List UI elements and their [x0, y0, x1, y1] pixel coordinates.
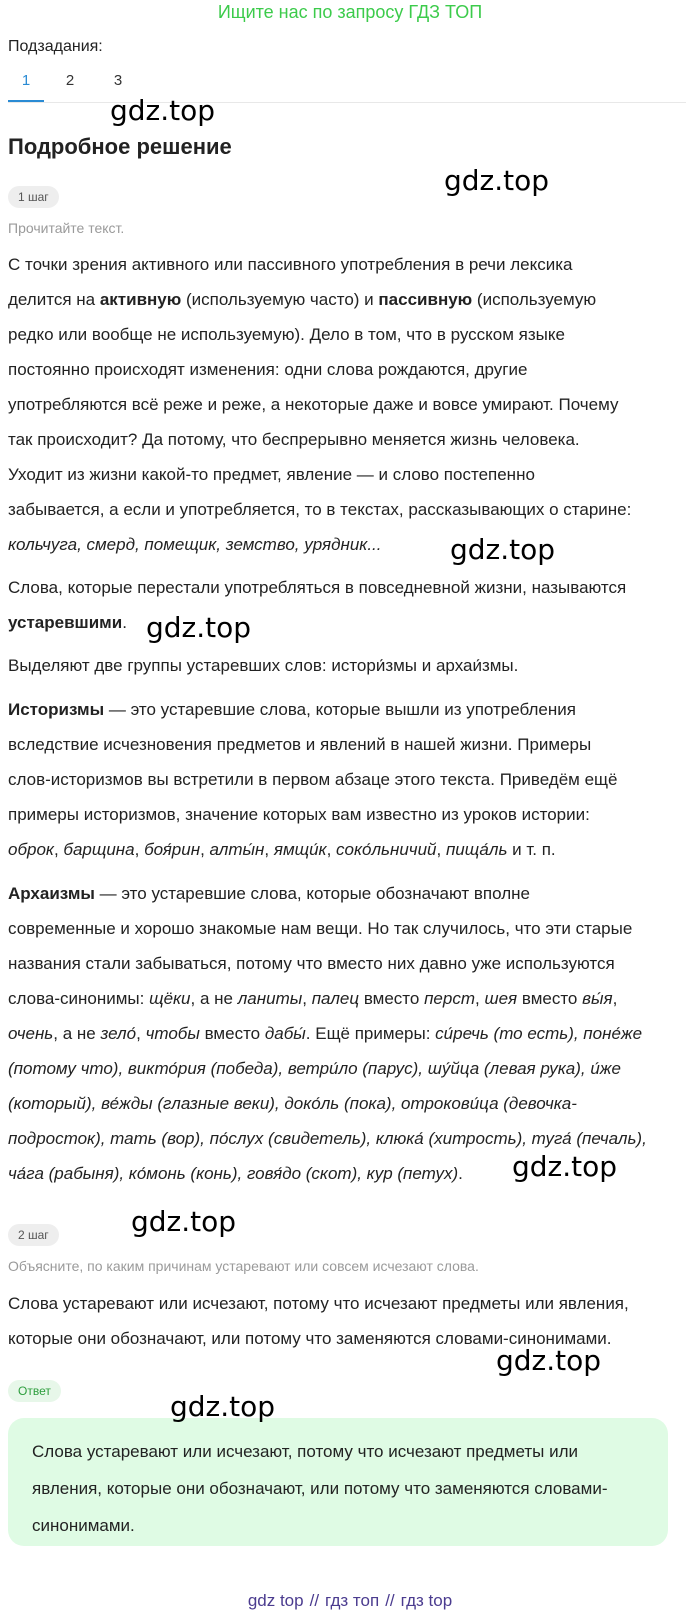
- step-1-badge: 1 шаг: [8, 186, 59, 208]
- answer-line: Слова устаревают или исчезают, потому что исчезают предметы или: [32, 1442, 578, 1461]
- text-segment: Уходит из жизни какой-то предмет, явление — и слово постепенно: [8, 465, 535, 484]
- italic-example: шея: [484, 989, 518, 1008]
- text-line: [8, 648, 683, 683]
- text-line: [8, 946, 683, 981]
- text-line: [8, 422, 683, 457]
- tab-subtask-2[interactable]: 2: [65, 72, 75, 89]
- answer-line: синонимами.: [32, 1516, 135, 1535]
- step-2-hint: Объясните, по каким причинам устаревают или совсем исчезают слова.: [8, 1258, 479, 1274]
- answer-badge: Ответ: [8, 1380, 61, 1402]
- footer-link-gdz-top-mixed[interactable]: гдз top: [400, 1591, 453, 1610]
- italic-example: (потому что), викто́рия (победа), ветри́ло (парус), шу́йца (левая рука), и́же: [8, 1059, 621, 1078]
- watermark: gdz.top: [146, 611, 252, 644]
- text-segment: примеры историзмов, значение которых вам известно из уроков истории:: [8, 805, 590, 824]
- footer-separator: //: [309, 1591, 320, 1610]
- italic-example: палец: [311, 989, 360, 1008]
- text-line: [8, 911, 683, 946]
- bold-term: Архаизмы: [8, 884, 95, 903]
- paragraph-obsolete-definition: [8, 570, 683, 640]
- text-line: [8, 605, 683, 640]
- text-segment: , а не: [53, 1024, 101, 1043]
- text-line: [8, 876, 683, 911]
- text-segment: (используемую часто) и: [181, 290, 379, 309]
- text-segment: .: [122, 613, 127, 632]
- italic-example: вы́я: [582, 989, 613, 1008]
- text-line: [8, 832, 683, 867]
- footer-links: [0, 1588, 700, 1614]
- answer-line: явления, которые они обозначают, или потому что заменяются словами-: [32, 1479, 608, 1498]
- italic-example: дабы́: [264, 1024, 306, 1043]
- text-line: [8, 492, 683, 527]
- text-segment: С точки зрения активного или пассивного употребления в речи лексика: [8, 255, 573, 274]
- italic-example: очень: [8, 1024, 54, 1043]
- text-segment: употребляются всё реже и реже, а некоторые даже и вовсе умирают. Почему: [8, 395, 619, 414]
- bold-term: пассивную: [378, 290, 473, 309]
- search-banner: Ищите нас по запросу ГДЗ ТОП: [217, 2, 483, 22]
- answer-box: [8, 1418, 668, 1546]
- text-segment: вместо: [199, 1024, 265, 1043]
- text-segment: ,: [200, 840, 210, 859]
- bold-term: устаревшими: [8, 613, 123, 632]
- italic-example: подросток), тать (вор), по́слух (свидетель), клюка́ (хитрость), туга́ (печаль),: [8, 1129, 647, 1148]
- watermark: gdz.top: [170, 1390, 276, 1423]
- tab-subtask-1[interactable]: 1: [8, 70, 44, 102]
- italic-example: алты́н: [209, 840, 265, 859]
- text-line: [8, 692, 683, 727]
- text-segment: слов-историзмов вы встретили в первом абзаце этого текста. Приведём ещё: [8, 770, 618, 789]
- italic-example: ямщи́к: [273, 840, 327, 859]
- text-line: [8, 247, 683, 282]
- text-line: [8, 457, 683, 492]
- text-segment: забывается, а если и употребляется, то в текстах, рассказывающих о старине:: [8, 500, 632, 519]
- text-segment: , а не: [190, 989, 238, 1008]
- step-2-badge: 2 шаг: [8, 1224, 59, 1246]
- italic-example: ланиты: [237, 989, 303, 1008]
- text-segment: .: [458, 1164, 463, 1183]
- italic-example: си́речь (то есть), поне́же: [435, 1024, 643, 1043]
- bold-term: Историзмы: [8, 700, 105, 719]
- italic-example: зело́: [100, 1024, 137, 1043]
- text-segment: Слова, которые перестали употребляться в повседневной жизни, называются: [8, 578, 627, 597]
- text-segment: (используемую: [472, 290, 597, 309]
- text-line: [8, 387, 683, 422]
- tab-subtask-3[interactable]: 3: [113, 72, 123, 89]
- italic-example: кольчуга, смерд, помещик, земство, урядник...: [8, 535, 382, 554]
- text-segment: — это устаревшие слова, которые обозначают вполне: [94, 884, 530, 903]
- watermark: gdz.top: [110, 94, 216, 127]
- text-line: [8, 1016, 683, 1051]
- italic-example: соко́льничий: [336, 840, 437, 859]
- text-segment: ,: [302, 989, 312, 1008]
- text-line: [8, 762, 683, 797]
- answer-text: [32, 1433, 652, 1544]
- paragraph-archaisms: [8, 876, 683, 1191]
- text-line: [8, 727, 683, 762]
- text-segment: Выделяют две группы устаревших слов: истори́змы и архаи́змы.: [8, 656, 519, 675]
- text-segment: названия стали забываться, потому что вместо них давно уже используются: [8, 954, 615, 973]
- watermark: gdz.top: [444, 164, 550, 197]
- text-segment: Слова устаревают или исчезают, потому что исчезают предметы или явления,: [8, 1294, 629, 1313]
- italic-example: оброк: [8, 840, 54, 859]
- text-segment: вместо: [359, 989, 425, 1008]
- text-line: [8, 282, 683, 317]
- text-line: [8, 1051, 683, 1086]
- bold-term: активную: [99, 290, 182, 309]
- italic-example: чтобы: [145, 1024, 200, 1043]
- text-segment: ,: [134, 840, 145, 859]
- watermark: gdz.top: [131, 1205, 237, 1238]
- text-line: [8, 352, 683, 387]
- text-segment: редко или вообще не используемую). Дело в том, что в русском языке: [8, 325, 565, 344]
- step-1-hint: Прочитайте текст.: [8, 220, 125, 236]
- solution-heading: Подробное решение: [8, 134, 232, 159]
- watermark: gdz.top: [512, 1150, 618, 1183]
- text-line: [8, 570, 683, 605]
- text-line: [8, 981, 683, 1016]
- subtasks-label: Подзадания:: [8, 38, 103, 55]
- text-segment: которые они обозначают, или потому что заменяются словами-синонимами.: [8, 1329, 612, 1348]
- text-segment: делится на: [8, 290, 100, 309]
- paragraph-lexicon-intro: [8, 247, 683, 562]
- text-segment: — это устаревшие слова, которые вышли из употребления: [104, 700, 576, 719]
- text-segment: ,: [264, 840, 274, 859]
- italic-example: щёки: [149, 989, 191, 1008]
- text-segment: так происходит? Да потому, что беспрерывно меняется жизнь человека.: [8, 430, 580, 449]
- text-segment: ,: [136, 1024, 146, 1043]
- paragraph-two-groups: [8, 648, 683, 683]
- text-line: [8, 527, 683, 562]
- italic-example: ча́га (рабыня), ко́монь (конь), говя́до (скот), кур (петух): [8, 1164, 459, 1183]
- text-line: [8, 1286, 683, 1321]
- footer-separator: //: [385, 1591, 395, 1610]
- italic-example: (который), ве́жды (глазные веки), доко́ль (пока), отрокови́ца (девочка-: [8, 1094, 577, 1113]
- text-segment: ,: [436, 840, 446, 859]
- text-segment: вследствие исчезновения предметов и явлений в нашей жизни. Примеры: [8, 735, 592, 754]
- paragraph-historisms: [8, 692, 683, 867]
- text-segment: слова-синонимы:: [8, 989, 150, 1008]
- text-segment: современные и хорошо знакомые нам вещи. Но так случилось, что эти старые: [8, 919, 633, 938]
- italic-example: перст: [424, 989, 476, 1008]
- footer-link-gdz-top-ru[interactable]: гдз топ: [325, 1591, 380, 1610]
- italic-example: пища́ль: [445, 840, 508, 859]
- text-segment: ,: [326, 840, 337, 859]
- text-segment: . Ещё примеры:: [305, 1024, 436, 1043]
- text-segment: постоянно происходят изменения: одни слова рождаются, другие: [8, 360, 528, 379]
- text-segment: вместо: [517, 989, 583, 1008]
- text-line: [8, 317, 683, 352]
- text-segment: ,: [475, 989, 485, 1008]
- italic-example: боя́рин: [144, 840, 201, 859]
- text-segment: ,: [612, 989, 618, 1008]
- watermark: gdz.top: [450, 533, 556, 566]
- footer-link-gdz-top[interactable]: gdz top: [247, 1591, 304, 1610]
- text-line: [8, 797, 683, 832]
- text-segment: ,: [53, 840, 64, 859]
- watermark: gdz.top: [496, 1344, 602, 1377]
- text-segment: и т. п.: [507, 840, 556, 859]
- italic-example: барщина: [63, 840, 135, 859]
- text-line: [8, 1086, 683, 1121]
